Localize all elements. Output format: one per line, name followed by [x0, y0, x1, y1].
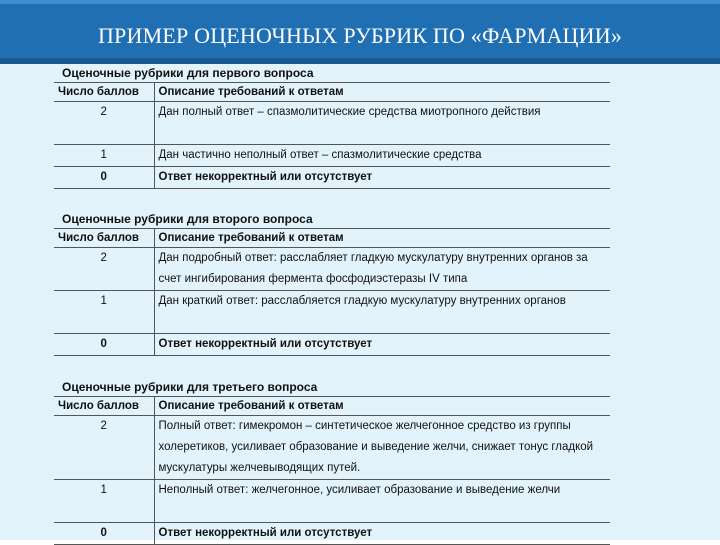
table-row: [54, 167, 610, 189]
score-cell: 2: [54, 248, 154, 291]
table-row: [54, 291, 610, 334]
description-cell: Ответ некорректный или отсутствует: [154, 167, 610, 189]
table-row: [54, 480, 610, 523]
rubric-table: [54, 396, 610, 545]
description-cell: Дан полный ответ – спазмолитические средства миотропного действия: [154, 102, 610, 145]
rubric-question-1: [54, 64, 610, 189]
column-header-score: Число баллов: [54, 397, 154, 416]
table-header-row: [54, 397, 610, 416]
column-header-description: Описание требований к ответам: [154, 397, 610, 416]
description-cell: Ответ некорректный или отсутствует: [154, 334, 610, 356]
slide-title: ПРИМЕР ОЦЕНОЧНЫХ РУБРИК ПО «ФАРМАЦИИ»: [97, 23, 623, 48]
slide-content: [0, 64, 720, 540]
table-row: [54, 102, 610, 145]
title-bar: [0, 0, 720, 64]
description-cell: Ответ некорректный или отсутствует: [154, 523, 610, 545]
description-cell: Дан частично неполный ответ – спазмолитические средства: [154, 145, 610, 167]
description-cell: Дан краткий ответ: расслабляется гладкую мускулатуру внутренних органов: [154, 291, 610, 334]
table-row: [54, 416, 610, 480]
description-cell: Полный ответ: гимекромон – синтетическое желчегонное средство из группы холеретиков, усиливает образование и выведение желчи, снижает тонус гладкой мускулатуры желчевыводящих путей.: [154, 416, 610, 480]
score-cell: 1: [54, 480, 154, 523]
column-header-description: Описание требований к ответам: [154, 229, 610, 248]
table-row: [54, 248, 610, 291]
description-cell: Неполный ответ: желчегонное, усиливает образование и выведение желчи: [154, 480, 610, 523]
score-cell: 1: [54, 291, 154, 334]
rubric-table: [54, 82, 610, 189]
column-header-score: Число баллов: [54, 83, 154, 102]
column-header-score: Число баллов: [54, 229, 154, 248]
table-row: [54, 334, 610, 356]
score-cell: 0: [54, 334, 154, 356]
score-cell: 1: [54, 145, 154, 167]
rubric-heading: Оценочные рубрики для первого вопроса: [62, 66, 314, 80]
score-cell: 2: [54, 416, 154, 480]
table-header-row: [54, 83, 610, 102]
table-row: [54, 523, 610, 545]
table-row: [54, 145, 610, 167]
score-cell: 2: [54, 102, 154, 145]
score-cell: 0: [54, 167, 154, 189]
rubric-heading: Оценочные рубрики для третьего вопроса: [62, 380, 318, 394]
score-cell: 0: [54, 523, 154, 545]
rubric-table: [54, 228, 610, 356]
table-header-row: [54, 229, 610, 248]
rubric-question-3: [54, 378, 610, 545]
rubric-heading: Оценочные рубрики для второго вопроса: [62, 212, 313, 226]
column-header-description: Описание требований к ответам: [154, 83, 610, 102]
rubric-question-2: [54, 210, 610, 356]
description-cell: Дан подробный ответ: расслабляет гладкую мускулатуру внутренних органов за счет ингибирования фермента фосфодиэстеразы IV типа: [154, 248, 610, 291]
